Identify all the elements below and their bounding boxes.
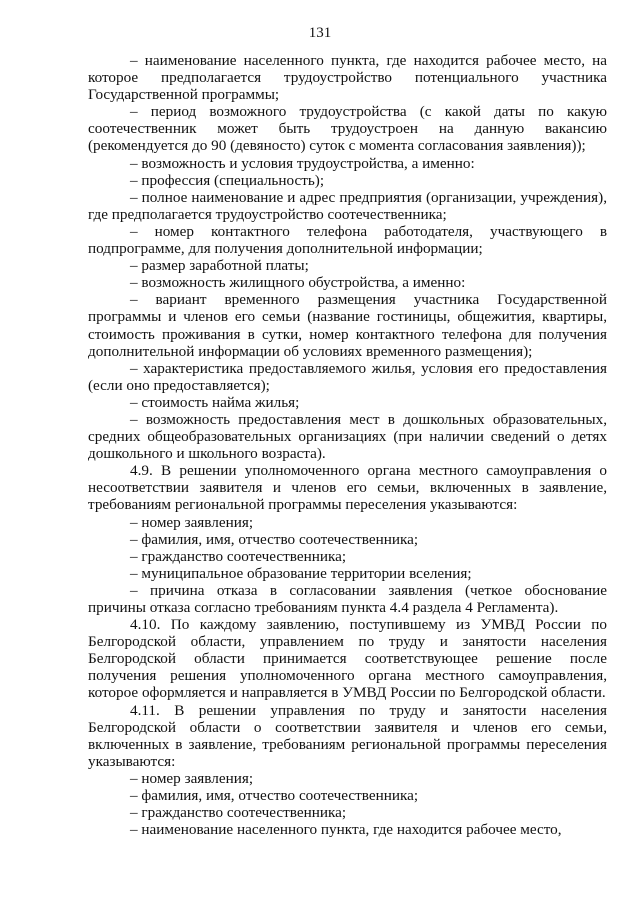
paragraph: – вариант временного размещения участника Государственной программы и членов его семьи (название гостиницы, общежития, квартиры, стоимость проживания в сутки, номер контактного телефона для получения дополнительной информации об условиях временного размещения);	[88, 291, 607, 360]
paragraph: – период возможного трудоустройства (с какой даты по какую соотечественник может быть трудоустроен на данную вакансию (рекомендуется до 90 (девяносто) суток с момента согласования заявления));	[88, 103, 607, 155]
paragraph: – номер контактного телефона работодателя, участвующего в подпрограмме, для получения дополнительной информации;	[88, 222, 607, 258]
paragraph: – возможность жилищного обустройства, а именно:	[130, 274, 466, 292]
paragraph: – размер заработной платы;	[130, 257, 309, 275]
paragraph: – гражданство соотечественника;	[130, 547, 347, 565]
paragraph: – возможность и условия трудоустройства, а именно:	[130, 154, 475, 172]
paragraph: – фамилия, имя, отчество соотечественника;	[130, 787, 419, 805]
paragraph: – номер заявления;	[130, 769, 254, 787]
paragraph: – профессия (специальность);	[130, 171, 325, 189]
paragraph: – полное наименование и адрес предприятия (организации, учреждения), где предполагается трудоустройство соотечественника;	[88, 188, 607, 223]
paragraph: – фамилия, имя, отчество соотечественника;	[130, 530, 419, 548]
document-body	[88, 52, 607, 838]
page-number: 131	[308, 25, 332, 41]
paragraph: – характеристика предоставляемого жилья, условия его предоставления (если оно предоставляется);	[88, 359, 607, 394]
paragraph: – причина отказа в согласовании заявления (четкое обоснование причины отказа согласно требованиям пункта 4.4 раздела 4 Регламента).	[88, 581, 607, 616]
paragraph: – стоимость найма жилья;	[130, 393, 300, 411]
paragraph: – возможность предоставления мест в дошкольных образовательных, средних общеобразовательных организациях (при наличии сведений о детях дошкольного и школьного возраста).	[88, 410, 607, 463]
paragraph: – гражданство соотечественника;	[130, 804, 347, 822]
paragraph: – наименование населенного пункта, где находится рабочее место, на которое предполагается трудоустройство потенциального участника Государственной программы;	[88, 52, 607, 104]
paragraph: – наименование населенного пункта, где находится рабочее место,	[130, 821, 562, 839]
section-paragraph-4-11: 4.11. В решении управления по труду и занятости населения Белгородской области о соответствии заявителя и членов его семьи, включенных в заявление, требованиям региональной программы переселения указываются:	[88, 701, 607, 770]
section-paragraph-4-9: 4.9. В решении уполномоченного органа местного самоуправления о несоответствии заявителя и членов его семьи, включенных в заявление, требованиям региональной программы переселения указываются:	[88, 462, 607, 514]
section-paragraph-4-10: 4.10. По каждому заявлению, поступившему из УМВД России по Белгородской области, управлением по труду и занятости населения Белгородской области принимается соответствующее решение после получения решения уполномоченного органа местного самоуправления, которое оформляется и направляется в УМВД России по Белгородской области.	[88, 616, 607, 702]
paragraph: – муниципальное образование территории вселения;	[130, 564, 472, 582]
paragraph: – номер заявления;	[130, 513, 254, 531]
